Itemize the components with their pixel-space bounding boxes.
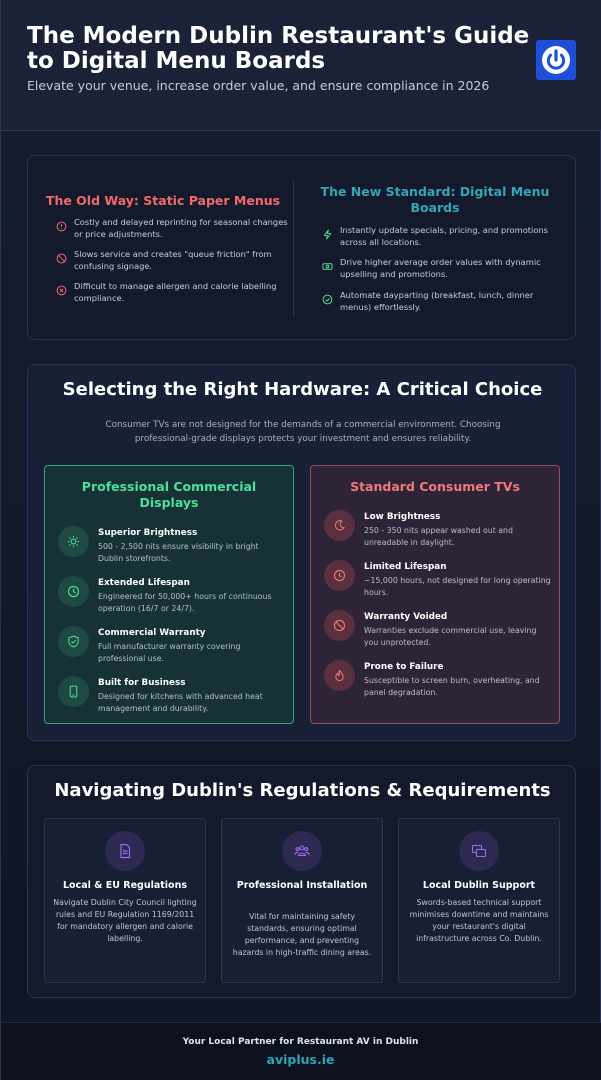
device-icon [58, 676, 89, 707]
page-footer [1, 1022, 601, 1080]
old-way-point: Slows service and creates "queue friction" from confusing signage. [56, 248, 291, 272]
old-way-heading: The Old Way: Static Paper Menus [45, 193, 281, 208]
alert-circle-icon [56, 217, 67, 228]
shield-check-icon [58, 626, 89, 657]
fire-icon [324, 660, 355, 691]
new-standard-heading: The New Standard: Digital Menu Boards [320, 184, 550, 215]
users-icon [282, 831, 322, 871]
hardware-panel [27, 364, 576, 741]
old-way-point: Costly and delayed reprinting for seasonal changes or price adjustments. [56, 216, 291, 240]
moon-icon [324, 510, 355, 541]
hardware-intro: Consumer TVs are not designed for the demands of a commercial environment. Choosing professional-grade displays protects your investment and ensures reliability. [105, 420, 501, 444]
regulation-card: Local & EU Regulations Navigate Dublin City Council lighting rules and EU Regulation 1169/2011 for mandatory allergen and calorie labelling. [44, 818, 206, 983]
regulation-card: Local Dublin Support Swords-based technical support minimises downtime and maintains your restaurant's digital infrastructure across Co. Dublin. [398, 818, 560, 983]
screens-icon [459, 831, 499, 871]
feature-item: Warranty Voided Warranties exclude commercial use, leaving you unprotected. [324, 610, 552, 649]
hardware-title: Selecting the Right Hardware: A Critical Choice [62, 379, 543, 400]
sun-icon [58, 526, 89, 557]
website-link[interactable]: aviplus.ie [266, 1052, 335, 1067]
feature-item: Limited Lifespan ~15,000 hours, not designed for long operating hours. [324, 560, 552, 599]
x-circle-icon [56, 281, 67, 292]
page-subtitle: Elevate your venue, increase order value, and ensure compliance in 2026 [27, 78, 490, 93]
new-standard-point: Instantly update specials, pricing, and promotions across all locations. [322, 224, 558, 248]
professional-displays-title: Professional Commercial Displays [81, 479, 257, 510]
comparison-panel [27, 155, 576, 340]
column-divider [293, 180, 294, 317]
regulations-title: Navigating Dublin's Regulations & Requirements [54, 780, 551, 801]
feature-item: Superior Brightness 500 - 2,500 nits ensure visibility in bright Dublin storefronts. [58, 526, 286, 565]
page-title: The Modern Dublin Restaurant's Guide to Digital Menu Boards [27, 23, 530, 74]
new-standard-point: Automate dayparting (breakfast, lunch, dinner menus) effortlessly. [322, 289, 558, 313]
document-icon [105, 831, 145, 871]
ban-icon [324, 610, 355, 641]
check-circle-icon [322, 290, 333, 301]
clock-icon [58, 576, 89, 607]
feature-item: Extended Lifespan Engineered for 50,000+ hours of continuous operation (16/7 or 24/7). [58, 576, 286, 615]
new-standard-point: Drive higher average order values with dynamic upselling and promotions. [322, 256, 558, 280]
feature-item: Prone to Failure Susceptible to screen burn, overheating, and panel degradation. [324, 660, 552, 699]
footer-tagline: Your Local Partner for Restaurant AV in Dublin [182, 1037, 419, 1047]
feature-item: Commercial Warranty Full manufacturer warranty covering professional use. [58, 626, 286, 665]
regulation-card: Professional Installation Vital for maintaining safety standards, ensuring optimal performance, and preventing hazards in high-traffic dining areas. [221, 818, 383, 983]
regulations-panel [27, 765, 576, 998]
clock-icon [324, 560, 355, 591]
consumer-tvs-title: Standard Consumer TVs [350, 479, 520, 494]
cash-icon [322, 257, 333, 268]
professional-displays-card [44, 465, 294, 724]
old-way-point: Difficult to manage allergen and calorie labelling compliance. [56, 280, 291, 304]
power-icon[interactable] [536, 40, 576, 80]
feature-item: Built for Business Designed for kitchens with advanced heat management and durability. [58, 676, 286, 715]
consumer-tvs-card [310, 465, 560, 724]
ban-icon [56, 249, 67, 260]
lightning-icon [322, 225, 333, 236]
feature-item: Low Brightness 250 - 350 nits appear washed out and unreadable in daylight. [324, 510, 552, 549]
page-header [1, 0, 601, 131]
